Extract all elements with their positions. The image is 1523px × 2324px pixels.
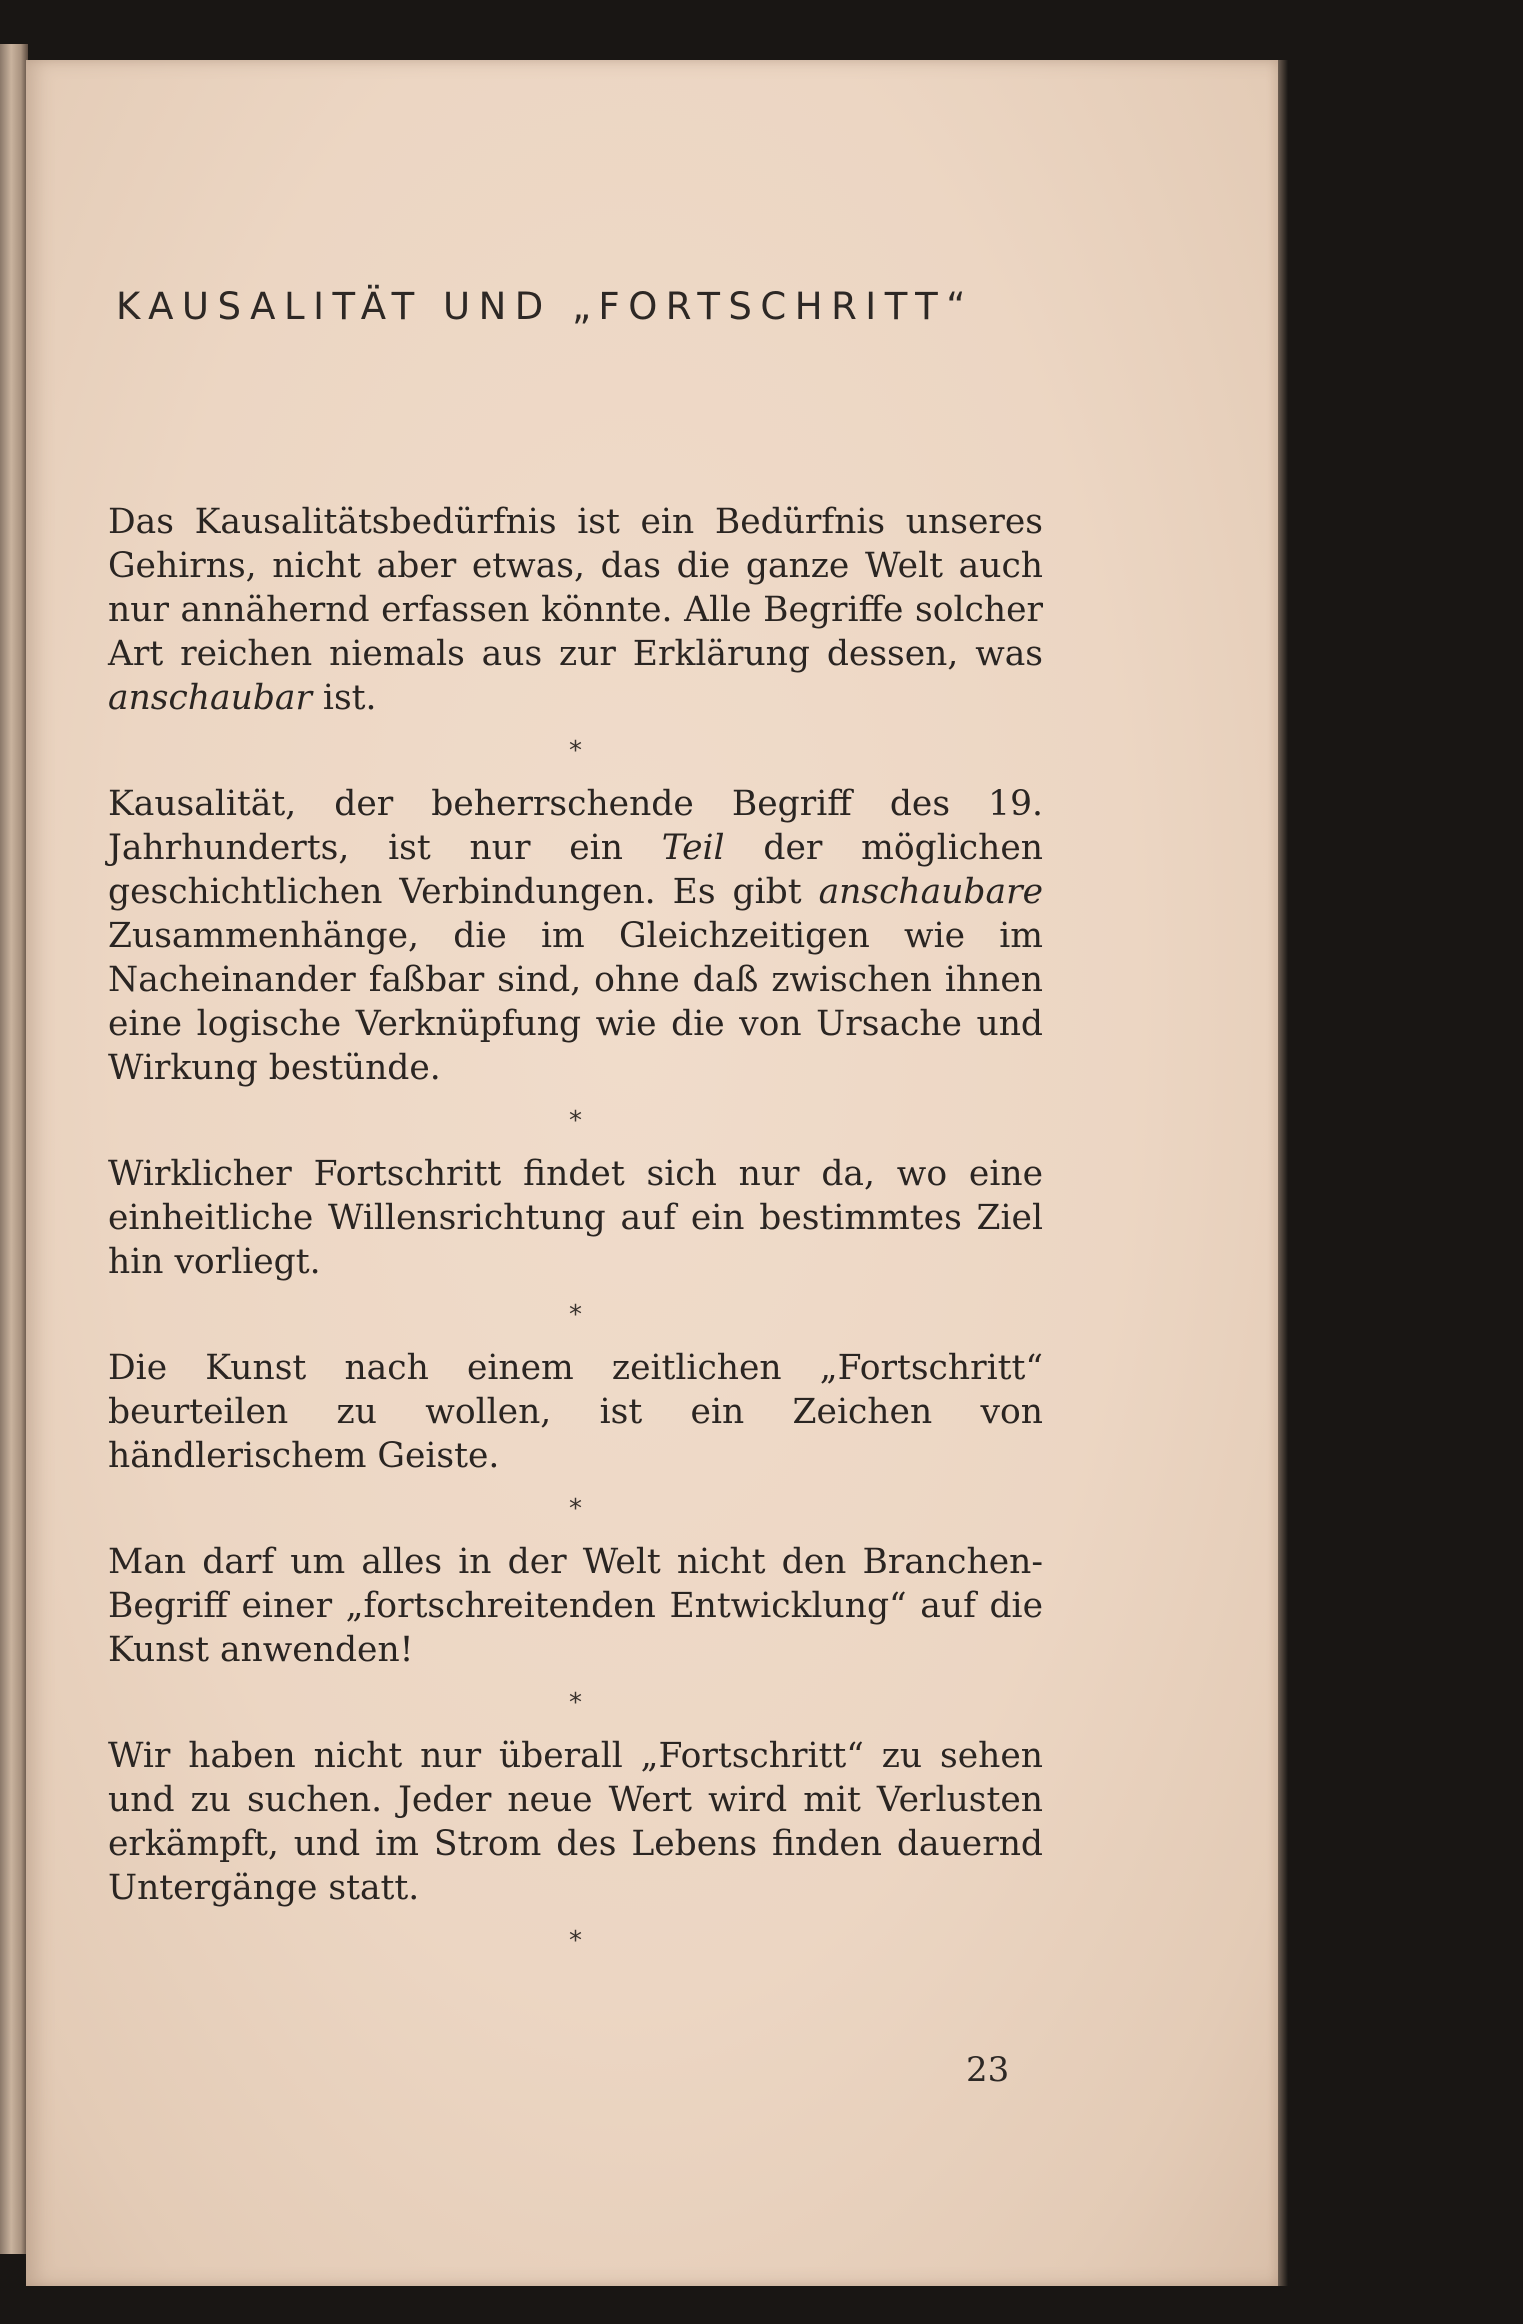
- aphorism-3: Wirklicher Fortschritt findet sich nur da, wo eine einheitliche Willensrichtung auf ein bestimmtes Ziel hin vorliegt.: [108, 1154, 1043, 1282]
- aphorism-1: [108, 500, 1043, 720]
- aphorism-2: [108, 782, 1043, 1090]
- page-number: 23: [966, 2050, 1010, 2090]
- asterisk-separator: *: [569, 1106, 582, 1136]
- aphorism-list: [108, 500, 1043, 1972]
- aphorism-1-text-end: ist.: [311, 678, 377, 718]
- chapter-title: KAUSALITÄT UND „FORTSCHRITT“: [116, 285, 974, 328]
- asterisk-separator: *: [569, 1926, 582, 1956]
- aphorism-6: Wir haben nicht nur überall „Fortschritt“ zu sehen und zu suchen. Jeder neue Wert wird mit Verlusten erkämpft, und im Strom des Lebens finden dauernd Untergänge statt.: [108, 1736, 1043, 1908]
- aphorism-2-text: Kausalität, der beherrschende Begriff des 19. Jahrhunderts, ist nur ein: [108, 784, 1043, 868]
- book-page: [26, 60, 1278, 2286]
- asterisk-separator: *: [569, 1688, 582, 1718]
- aphorism-5: Man darf um alles in der Welt nicht den Branchen-Begriff einer „fortschreitenden Entwicklung“ auf die Kunst anwenden!: [108, 1542, 1043, 1670]
- aphorism-2-text-middle: der möglichen geschichtlichen Verbindungen. Es gibt: [108, 828, 1043, 912]
- aphorism-1-emphasis: anschaubar: [108, 678, 312, 718]
- aphorism-1-text: Das Kausalitätsbedürfnis ist ein Bedürfnis unseres Gehirns, nicht aber etwas, das die ganze Welt auch nur annähernd erfassen könnte. Alle Begriffe solcher Art reichen niemals aus zur Erklärung dessen, was: [108, 502, 1043, 674]
- aphorism-2-text-end: Zusammenhänge, die im Gleichzeitigen wie im Nacheinander faßbar sind, ohne daß zwischen ihnen eine logische Verknüpfung wie die von Ursache und Wirkung bestünde.: [108, 916, 1043, 1088]
- previous-page-edge: [0, 44, 28, 2254]
- asterisk-separator: *: [569, 1494, 582, 1524]
- page-shadow: [1278, 60, 1288, 2286]
- aphorism-2-emphasis-2: anschaubare: [818, 872, 1043, 912]
- asterisk-separator: *: [569, 1300, 582, 1330]
- asterisk-separator: *: [569, 736, 582, 766]
- aphorism-2-emphasis: Teil: [661, 828, 725, 868]
- aphorism-4: Die Kunst nach einem zeitlichen „Fortschritt“ beurteilen zu wollen, ist ein Zeichen von händlerischem Geiste.: [108, 1348, 1043, 1476]
